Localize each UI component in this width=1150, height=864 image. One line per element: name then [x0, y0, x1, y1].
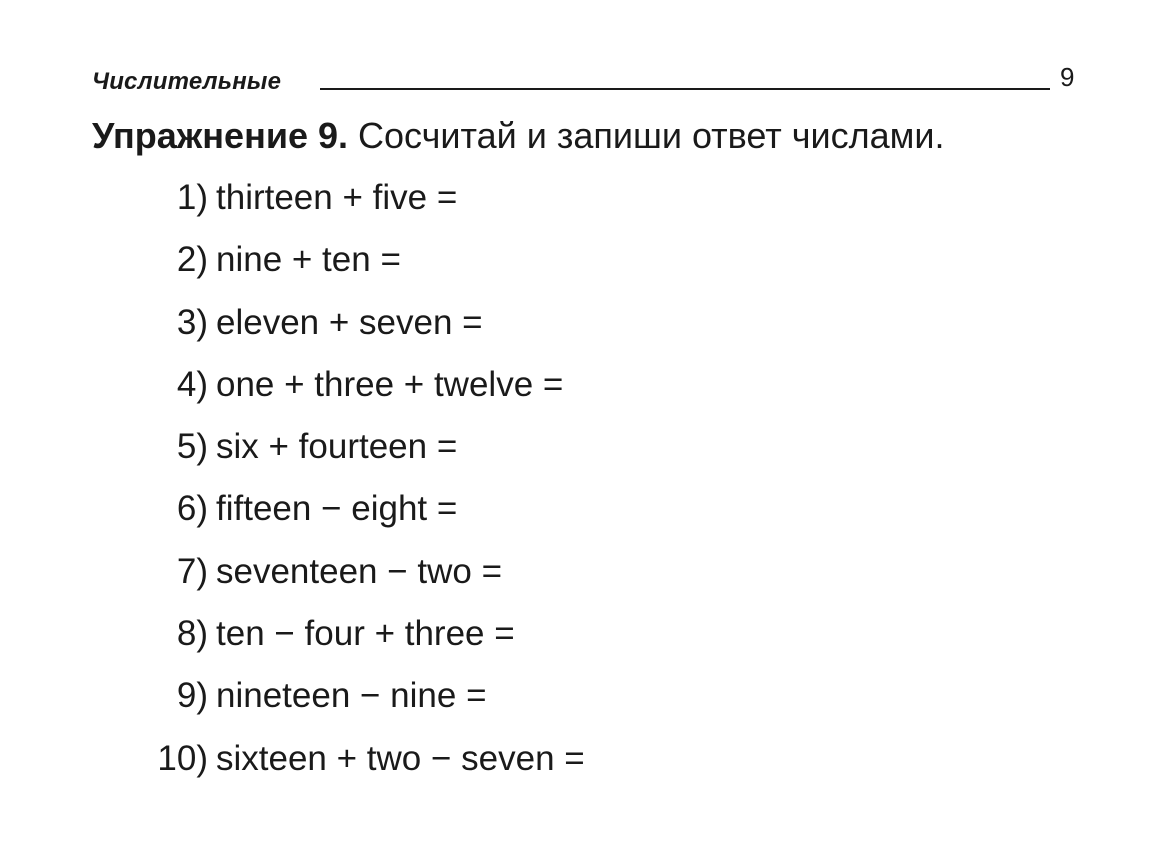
- problem-item: [140, 676, 585, 738]
- exercise-instruction: Сосчитай и запиши ответ числами.: [358, 115, 945, 156]
- problem-number: 1): [176, 178, 208, 217]
- problem-expression: fifteen − eight =: [216, 489, 458, 529]
- page-header: [92, 62, 1082, 98]
- problem-expression: nine + ten =: [216, 240, 401, 280]
- problem-expression: six + fourteen =: [216, 427, 458, 467]
- problem-item: [140, 739, 585, 801]
- problem-expression: one + three + twelve =: [216, 364, 564, 404]
- header-rule: [320, 88, 1050, 90]
- problem-number: 10): [157, 738, 208, 778]
- problem-number: 5): [176, 427, 208, 467]
- problem-number: 7): [176, 551, 208, 591]
- problem-expression: seventeen − two =: [216, 551, 503, 591]
- problem-expression: nineteen − nine =: [216, 676, 487, 716]
- problem-item: [140, 552, 585, 614]
- problem-item: [140, 427, 585, 489]
- problem-expression: sixteen + two − seven =: [216, 738, 585, 778]
- problem-expression: eleven + seven =: [216, 302, 483, 342]
- exercise-heading: [92, 115, 944, 157]
- problem-item: [140, 303, 585, 365]
- problem-item: [140, 614, 585, 676]
- problem-number: 4): [176, 364, 208, 404]
- problem-list: [140, 178, 585, 801]
- section-title: Числительные: [92, 68, 282, 95]
- problem-number: 9): [176, 676, 208, 716]
- exercise-label: Упражнение 9.: [92, 115, 348, 156]
- problem-item: [140, 240, 585, 302]
- problem-item: [140, 489, 585, 551]
- problem-item: [140, 365, 585, 427]
- problem-expression: ten − four + three =: [216, 614, 515, 654]
- problem-expression: thirteen + five =: [216, 178, 458, 217]
- problem-number: 2): [176, 240, 208, 280]
- problem-number: 8): [176, 614, 208, 654]
- problem-number: 3): [176, 302, 208, 342]
- page-number: 9: [1060, 62, 1075, 92]
- problem-item: [140, 178, 585, 240]
- problem-number: 6): [176, 489, 208, 529]
